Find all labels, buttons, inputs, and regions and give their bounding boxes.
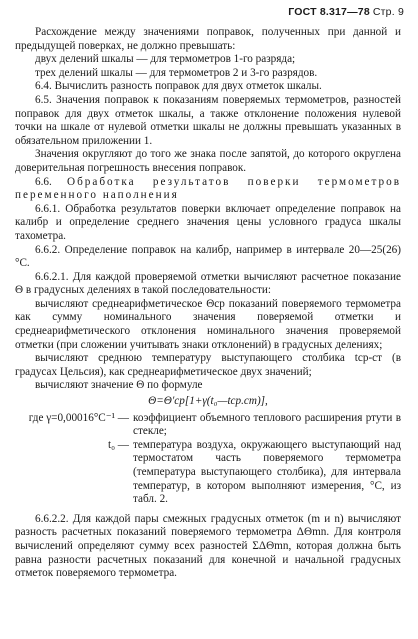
- definition-gamma-text: коэффициент объемного теплового расширения ртути в стекле;: [133, 411, 401, 438]
- paragraph-three-divisions: трех делений шкалы — для термометров 2 и 3-го разрядов.: [35, 66, 318, 79]
- clause-6-6-number: 6.6.: [35, 175, 68, 188]
- paragraph-two-divisions: двух делений шкалы — для термометров 1-го разряда;: [35, 53, 296, 66]
- paragraph-formula-intro: вычисляют значение Θ по формуле: [35, 379, 203, 392]
- page-number: Стр. 9: [372, 6, 404, 18]
- clause-6-6-1: 6.6.1. Обработка результатов поверки включает определение поправок на калибр и определение среднего значения цены условного градуса шкалы тахометра.: [15, 202, 401, 242]
- clause-6-6-2-2: 6.6.2.2. Для каждой пары смежных градусных отметок (m и n) вычисляют разность расчетных показаний поверяемого термометра ΔΘmn. Для контроля вычислений определяют сумму всех разностей ΣΔΘmn, которая должна быть равна разности расчетных показаний для конечной и начальной градусных отметок поверяемого термометра.: [15, 512, 401, 580]
- paragraph-column-temperature: вычисляют среднюю температуру выступающего столбика tср-ст (в градусах Цельсия), как среднеарифметическое двух значений;: [15, 352, 401, 378]
- paragraph-rounding: Значения округляют до того же знака после запятой, до которого округлена доверительная погрешность внесения поправок.: [15, 148, 401, 174]
- definition-t0-term: t₀ —: [108, 438, 129, 451]
- paragraph-mean-reading: вычисляют среднеарифметическое Θср показаний поверяемого термометра как сумму номинального значения поверяемой отметки и среднеарифметического отклонения номинального значения проверяемой отметки (при сложении учитывать знаки отклонений) в градусных делениях;: [15, 297, 401, 351]
- formula: Θ=Θ′ср[1+γ(t₀—tср.ст)],: [148, 395, 268, 408]
- standard-code: ГОСТ 8.317—78: [288, 6, 370, 18]
- clause-6-6-title: Обработка результатов поверки термометров переменного наполнения: [15, 175, 401, 202]
- clause-6-4: 6.4. Вычислить разность поправок для двух отметок шкалы.: [35, 80, 322, 93]
- definition-t0-text: температура воздуха, окружающего выступающий над термостатом часть поверяемого термометра (температура выступающего столбика), для интервала температур, в котором выполняют измерения, °С, из табл. 2.: [133, 438, 401, 506]
- clause-6-6-2: 6.6.2. Определение поправок на калибр, например в интервале 20—25(26)°С.: [15, 243, 401, 270]
- paragraph-discrepancy: Расхождение между значениями поправок, полученных при данной и предыдущей поверках, не должно превышать:: [15, 26, 401, 52]
- document-body: [15, 26, 401, 581]
- clause-6-5: 6.5. Значения поправок к показаниям поверяемых термометров, разностей поправок для двух отметок шкалы, а также отклонение положения нулевой точки на шкале от нулевой отметки шкалы не должны превышать указанных в обязательном приложении 1.: [15, 93, 401, 147]
- clause-6-6-2-1: 6.6.2.1. Для каждой проверяемой отметки вычисляют расчетное показание Θ в градусных делениях в такой последовательности:: [15, 270, 401, 297]
- definition-gamma-term: где γ=0,00016°С⁻¹ —: [28, 411, 129, 424]
- clause-6-6-heading: [15, 176, 401, 203]
- page-header: [288, 6, 404, 20]
- definition-gamma: [15, 412, 401, 439]
- definition-t0: [15, 439, 401, 507]
